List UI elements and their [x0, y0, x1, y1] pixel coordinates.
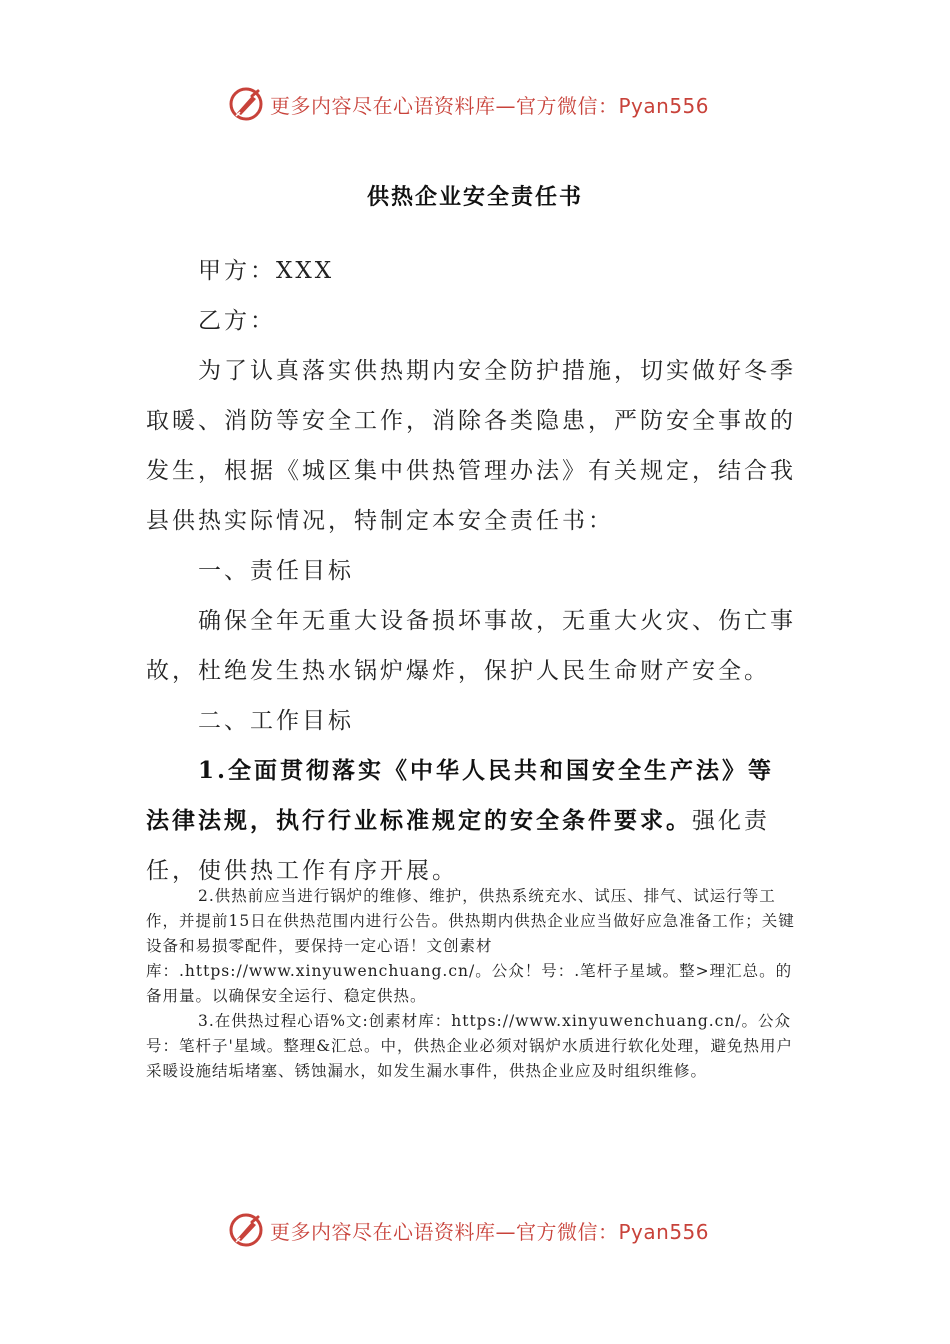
item1-bold-text: 1.全面贯彻落实《中华人民共和国安全生产法》等法律法规，执行行业标准规定的安全条件要求。: [146, 757, 775, 834]
small-text-block: [146, 884, 806, 1084]
watermark-text: 更多内容尽在心语资料库—官方微信：Pyan556: [270, 1219, 710, 1244]
party-b: 乙方：: [198, 308, 276, 334]
document-body: [146, 246, 796, 896]
document-title: 供热企业安全责任书: [366, 185, 583, 210]
pen-logo-icon: [228, 1212, 264, 1248]
pen-logo-icon: [228, 86, 264, 122]
item3-paragraph: 3.在供热过程心语%文:创素材库：https://www.xinyuwenchuang.cn/。公众号：笔杆子'星域。整理&汇总。中，供热企业必须对锅炉水质进行软化处理，避免热用户采暖设施结垢堵塞、锈蚀漏水，如发生漏水事件，供热企业应及时组织维修。: [146, 1012, 794, 1080]
section1-text: 确保全年无重大设备损坏事故，无重大火灾、伤亡事故，杜绝发生热水锅炉爆炸，保护人民生命财产安全。: [146, 608, 796, 684]
footer-watermark: [228, 1210, 748, 1250]
watermark-text: 更多内容尽在心语资料库—官方微信：Pyan556: [270, 93, 710, 118]
party-a: 甲方：XXX: [198, 258, 335, 284]
intro-paragraph: 为了认真落实供热期内安全防护措施，切实做好冬季取暖、消防等安全工作，消除各类隐患，严防安全事故的发生，根据《城区集中供热管理办法》有关规定，结合我县供热实际情况，特制定本安全责任书：: [146, 358, 796, 534]
header-watermark: [228, 84, 748, 124]
item1-rest-text: 强化责任，使供热工作有序开展。: [146, 808, 770, 884]
section2-heading: 二、工作目标: [198, 708, 354, 734]
item2-paragraph: 2.供热前应当进行锅炉的维修、维护，供热系统充水、试压、排气、试运行等工作，并提前15日在供热范围内进行公告。供热期内供热企业应当做好应急准备工作；关键设备和易损零配件，要保持一定心语！文创素材库：.https://www.xinyuwenchuang.cn/。公众！号：.笔杆子星域。整>理汇总。的备用量。以确保安全运行、稳定供热。: [146, 887, 795, 1005]
item1-paragraph: [146, 746, 796, 896]
section1-heading: 一、责任目标: [198, 558, 354, 584]
